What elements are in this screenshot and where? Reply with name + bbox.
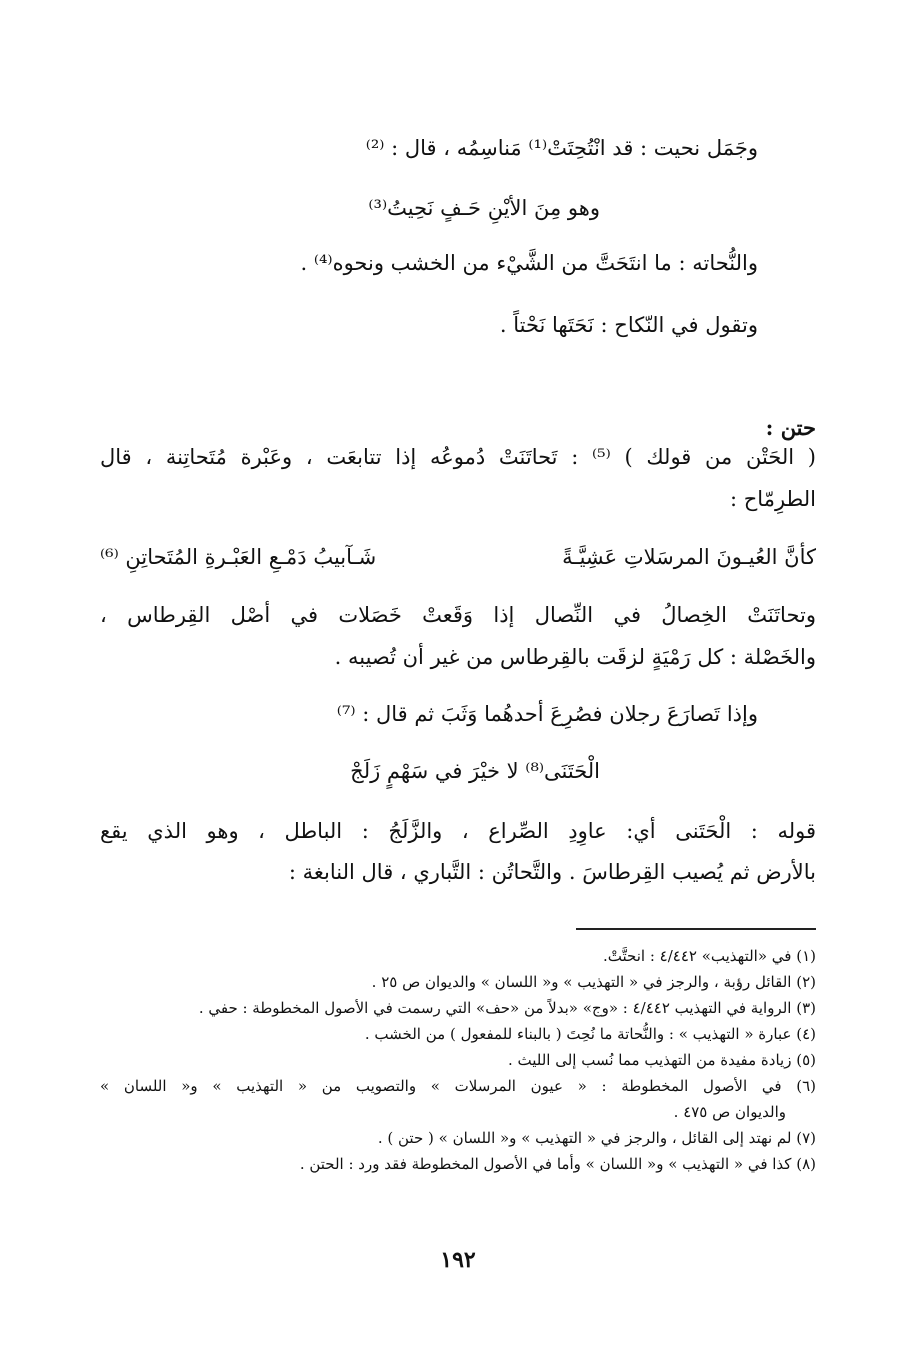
body-line: الطرِمّاح : (730, 487, 816, 511)
footnote: (٤) عبارة « التهذيب » : والنُّحاتة ما نُحِتَ ( بالبناء للمفعول ) من الخشب . (364, 1025, 816, 1043)
body-line: وإذا تَصارَعَ رجلان فصُرِعَ أحدهُما وَثَبَ ثم قال : ⁽⁷⁾ (336, 702, 758, 726)
body-line: وتحاتَنَتْ الخِصالُ في النِّصال إذا وَقَعتْ خَصَلات في أصْل القِرطاس ، (100, 603, 816, 627)
footnote: (٢) القائل رؤبة ، والرجز في « التهذيب » و« اللسان » والديوان ص ٢٥ . (371, 973, 816, 991)
body-line: بالأرض ثم يُصيب القِرطاسَ . والتَّحاتُن : التَّباري ، قال النابغة : (288, 860, 816, 884)
footnote-continuation: والديوان ص ٤٧٥ . (673, 1103, 786, 1121)
body-line: قوله : الْحَتَنى أي: عاوِدِ الصِّراع ، والزَّلَجُ : الباطل ، وهو الذي يقع (100, 819, 816, 843)
page-number: ١٩٢ (440, 1247, 476, 1273)
footnote: (٨) كذا في « التهذيب » و« اللسان » وأما في الأصول المخطوطة فقد ورد : الحتن . (299, 1155, 816, 1173)
footnote: (١) في «التهذيب» ٤/٤٤٢ : انحتَّتْ. (603, 947, 816, 965)
body-line: ( الحَتْن من قولك ) ⁽⁵⁾ : تَحاتَنَتْ دُموعُه إذا تتابعَت ، وعَبْرة مُتَحاتِنة ، قال (100, 445, 816, 469)
body-line: والنُّحاته : ما انتَحَتَّ من الشَّيْء من الخشب ونحوه⁽⁴⁾ . (300, 251, 758, 275)
body-line: والخَصْلة : كل رَمْيَةٍ لزقَت بالقِرطاس من غير أن تُصيبه . (334, 645, 816, 669)
body-line: وتقول في النّكاح : نَحَتَها نَحْتاً . (499, 313, 758, 337)
rajaz-verse: الْحَتَنَى⁽⁸⁾ لا خيْرَ في سَهْمٍ زَلَجْ (350, 759, 600, 783)
footnote-separator (576, 928, 816, 930)
body-line: وجَمَل نحيت : قد انْتُحِتَتْ⁽¹⁾ مَناسِمُه ، قال : ⁽²⁾ (365, 136, 758, 160)
footnote: (٦) في الأصول المخطوطة : « عيون المرسلات » والتصويب من « التهذيب » و« اللسان » (100, 1077, 816, 1095)
footnote: (٧) لم نهتد إلى القائل ، والرجز في « التهذيب » و« اللسان » ( حتن ) . (377, 1129, 816, 1147)
entry-heading: حتن : (765, 415, 816, 440)
footnote: (٣) الرواية في التهذيب ٤/٤٤٢ : «وج» «بدلاً من «حف» التي رسمت في الأصول المخطوطة : حفي . (198, 999, 816, 1017)
verse-second-hemistich: شَـآبيبُ دَمْـعِ العَبْـرةِ المُتَحاتِنِ ⁽⁶⁾ (100, 545, 377, 569)
poetry-verse (100, 540, 816, 574)
footnote: (٥) زيادة مفيدة من التهذيب مما نُسب إلى الليث . (507, 1051, 816, 1069)
verse-first-hemistich: كأنَّ العُيـونَ المرسَلاتِ عَشِيَّـةً (562, 545, 816, 569)
verse-line: وهو مِنَ الأيْنِ حَـفٍ نَحِيتُ⁽³⁾ (368, 196, 600, 220)
